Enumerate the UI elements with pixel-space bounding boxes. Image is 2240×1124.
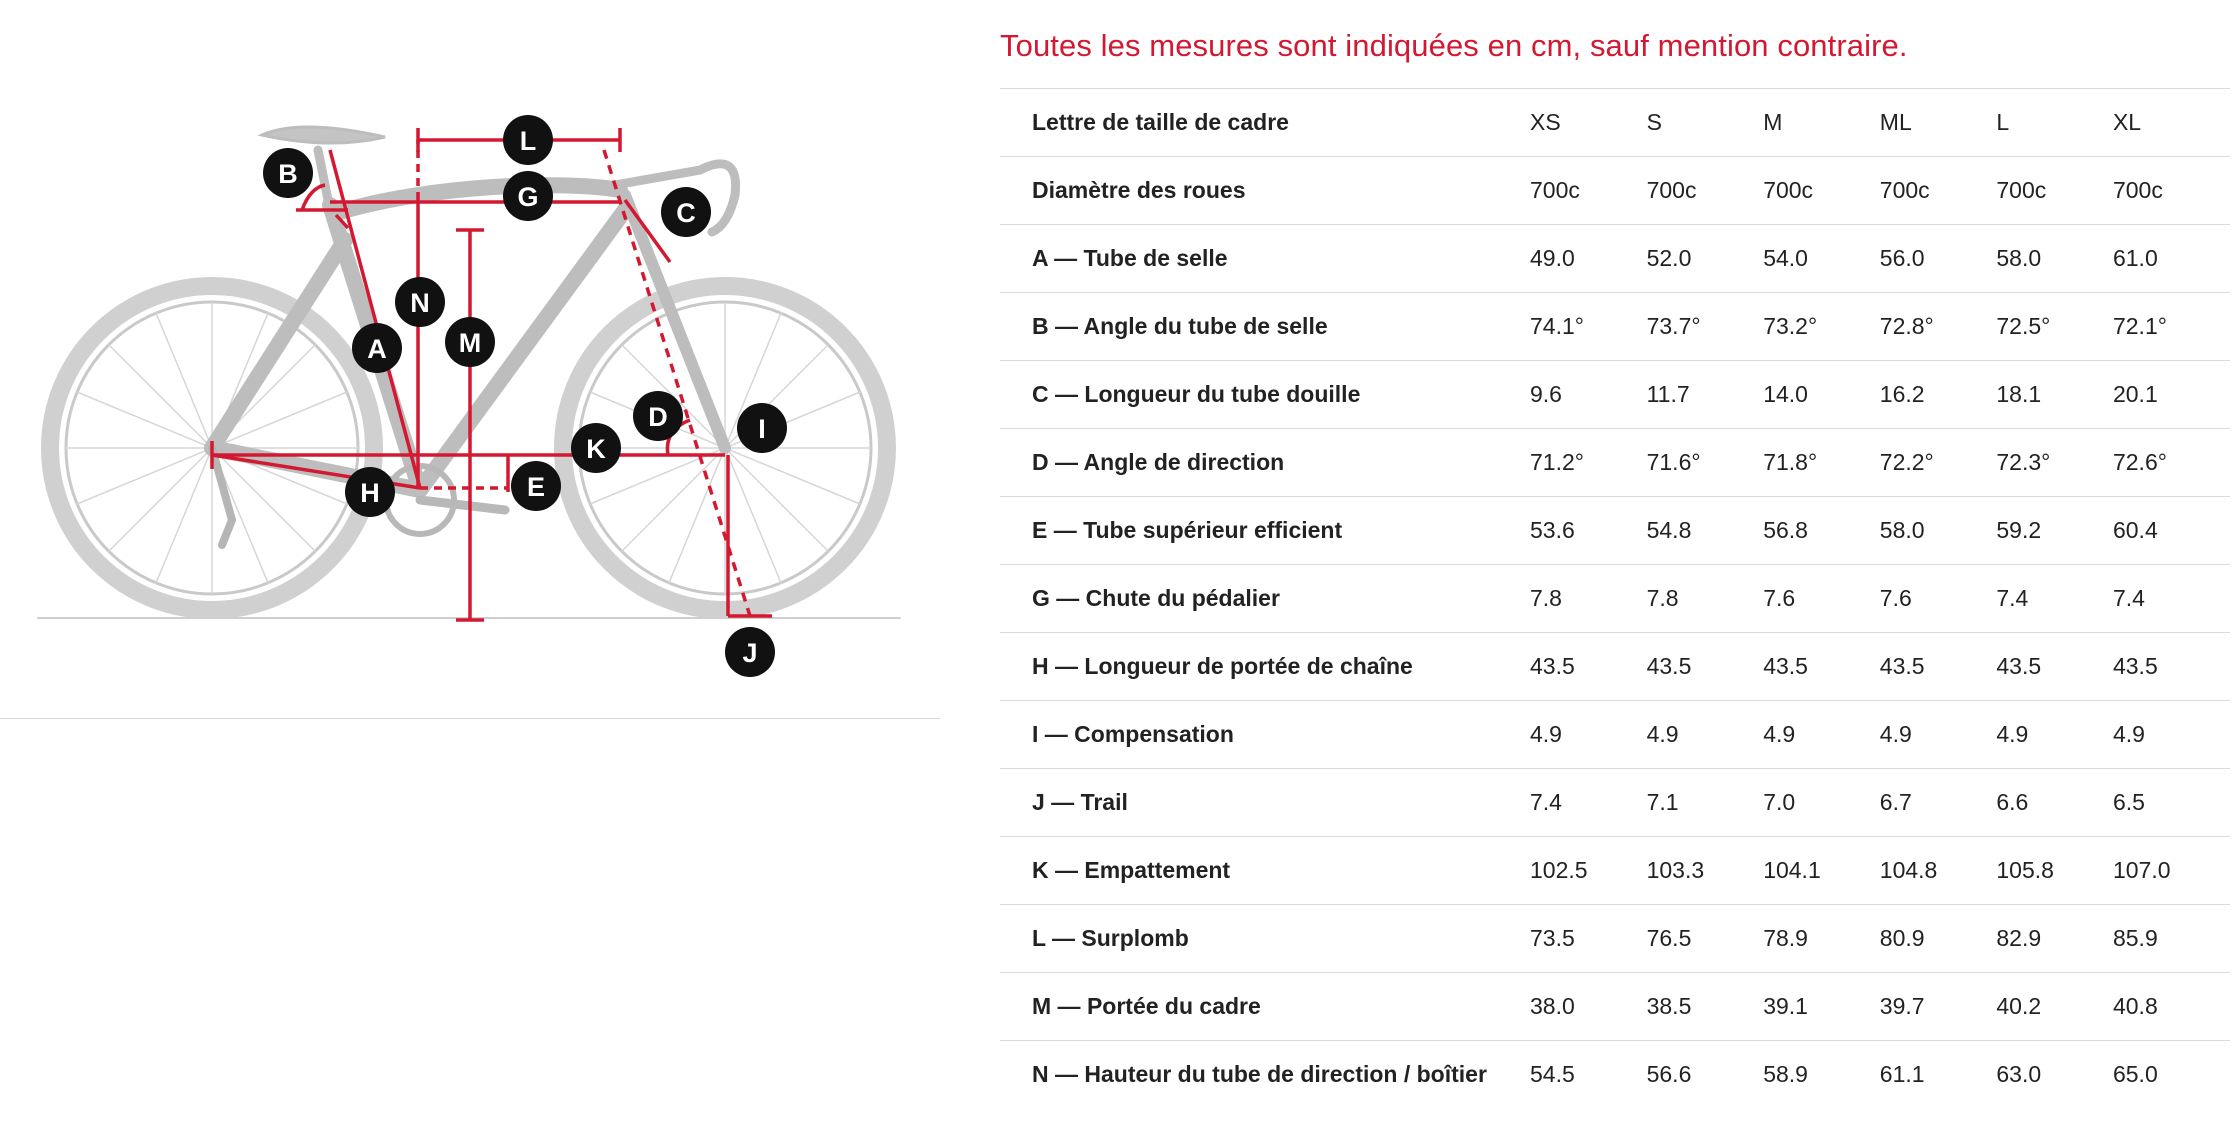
svg-text:K: K	[586, 434, 606, 464]
cell-value: XS	[1530, 89, 1647, 157]
svg-text:N: N	[410, 288, 430, 318]
table-row	[1000, 293, 2230, 361]
row-label: A — Tube de selle	[1000, 225, 1530, 293]
cell-value: 72.6°	[2113, 429, 2230, 497]
cell-value: 56.8	[1763, 497, 1880, 565]
cell-value: 58.0	[1880, 497, 1997, 565]
row-label: Diamètre des roues	[1000, 157, 1530, 225]
cell-value: ML	[1880, 89, 1997, 157]
marker-a	[352, 323, 402, 373]
cell-value: 700c	[2113, 157, 2230, 225]
row-label: C — Longueur du tube douille	[1000, 361, 1530, 429]
cell-value: 18.1	[1996, 361, 2113, 429]
marker-e	[503, 171, 553, 221]
marker-j	[725, 627, 775, 677]
cell-value: 73.5	[1530, 905, 1647, 973]
cell-value: 103.3	[1647, 837, 1764, 905]
cell-value: 39.1	[1763, 973, 1880, 1041]
table-row	[1000, 633, 2230, 701]
cell-value: 11.7	[1647, 361, 1764, 429]
cell-value: 43.5	[1996, 633, 2113, 701]
cell-value: 59.2	[1996, 497, 2113, 565]
table-row	[1000, 225, 2230, 293]
svg-text:E: E	[526, 472, 546, 502]
cell-value: 4.9	[1647, 701, 1764, 769]
row-label: J — Trail	[1000, 769, 1530, 837]
cell-value: 16.2	[1880, 361, 1997, 429]
cell-value: 7.8	[1530, 565, 1647, 633]
row-label: L — Surplomb	[1000, 905, 1530, 973]
cell-value: 54.5	[1530, 1041, 1647, 1109]
row-label: D — Angle de direction	[1000, 429, 1530, 497]
cell-value: 6.7	[1880, 769, 1997, 837]
table-row	[1000, 973, 2230, 1041]
row-label: N — Hauteur du tube de direction / boîtier	[1000, 1041, 1530, 1109]
row-label: M — Portée du cadre	[1000, 973, 1530, 1041]
cell-value: 43.5	[1647, 633, 1764, 701]
svg-text:D: D	[648, 402, 668, 432]
cell-value: 4.9	[1530, 701, 1647, 769]
cell-value: 54.0	[1763, 225, 1880, 293]
cell-value: 56.0	[1880, 225, 1997, 293]
cell-value: 700c	[1880, 157, 1997, 225]
diagram-divider	[0, 718, 940, 719]
svg-text:M: M	[458, 328, 482, 358]
cell-value: 72.3°	[1996, 429, 2113, 497]
row-label: B — Angle du tube de selle	[1000, 293, 1530, 361]
cell-value: 104.1	[1763, 837, 1880, 905]
cell-value: 7.6	[1880, 565, 1997, 633]
marker-i	[737, 403, 787, 453]
cell-value: 4.9	[2113, 701, 2230, 769]
cell-value: 7.4	[2113, 565, 2230, 633]
cell-value: 72.2°	[1880, 429, 1997, 497]
table-row	[1000, 361, 2230, 429]
cell-value: 4.9	[1996, 701, 2113, 769]
marker-d	[633, 391, 683, 441]
cell-value: 85.9	[2113, 905, 2230, 973]
cell-value: 20.1	[2113, 361, 2230, 429]
table-header-row	[1000, 89, 2230, 157]
marker-k	[571, 423, 621, 473]
cell-value: 74.1°	[1530, 293, 1647, 361]
svg-text:G: G	[517, 182, 539, 212]
cell-value: 71.8°	[1763, 429, 1880, 497]
cell-value: 71.2°	[1530, 429, 1647, 497]
marker-b	[263, 148, 313, 198]
cell-value: S	[1647, 89, 1764, 157]
cell-value: 73.7°	[1647, 293, 1764, 361]
cell-value: 700c	[1647, 157, 1764, 225]
table-row	[1000, 429, 2230, 497]
cell-value: 4.9	[1763, 701, 1880, 769]
cell-value: 43.5	[1880, 633, 1997, 701]
cell-value: 54.8	[1647, 497, 1764, 565]
table-row	[1000, 701, 2230, 769]
cell-value: 58.0	[1996, 225, 2113, 293]
cell-value: 61.0	[2113, 225, 2230, 293]
cell-value: 7.4	[1996, 565, 2113, 633]
cell-value: 82.9	[1996, 905, 2113, 973]
table-row	[1000, 157, 2230, 225]
svg-text:B: B	[278, 159, 298, 189]
cell-value: 72.1°	[2113, 293, 2230, 361]
marker-g	[511, 461, 561, 511]
cell-value: 78.9	[1763, 905, 1880, 973]
cell-value: 76.5	[1647, 905, 1764, 973]
cell-value: 38.0	[1530, 973, 1647, 1041]
cell-value: 102.5	[1530, 837, 1647, 905]
cell-value: 53.6	[1530, 497, 1647, 565]
row-label: K — Empattement	[1000, 837, 1530, 905]
cell-value: 4.9	[1880, 701, 1997, 769]
row-label: I — Compensation	[1000, 701, 1530, 769]
cell-value: XL	[2113, 89, 2230, 157]
row-label: G — Chute du pédalier	[1000, 565, 1530, 633]
svg-text:A: A	[367, 334, 387, 364]
marker-n	[395, 277, 445, 327]
row-label: E — Tube supérieur efficient	[1000, 497, 1530, 565]
svg-text:J: J	[742, 638, 758, 668]
marker-m	[503, 115, 553, 165]
cell-value: 72.8°	[1880, 293, 1997, 361]
cell-value: 80.9	[1880, 905, 1997, 973]
cell-value: 63.0	[1996, 1041, 2113, 1109]
table-row	[1000, 565, 2230, 633]
cell-value: 107.0	[2113, 837, 2230, 905]
cell-value: 61.1	[1880, 1041, 1997, 1109]
cell-value: 40.8	[2113, 973, 2230, 1041]
table-row	[1000, 1041, 2230, 1109]
cell-value: 6.5	[2113, 769, 2230, 837]
table-row	[1000, 497, 2230, 565]
cell-value: 9.6	[1530, 361, 1647, 429]
svg-text:I: I	[758, 414, 766, 444]
cell-value: 72.5°	[1996, 293, 2113, 361]
svg-text:L: L	[519, 126, 537, 156]
cell-value: 43.5	[2113, 633, 2230, 701]
cell-value: L	[1996, 89, 2113, 157]
marker-c	[661, 187, 711, 237]
cell-value: 7.1	[1647, 769, 1764, 837]
marker-l	[445, 317, 495, 367]
cell-value: 7.6	[1763, 565, 1880, 633]
cell-value: M	[1763, 89, 1880, 157]
table-row	[1000, 905, 2230, 973]
cell-value: 6.6	[1996, 769, 2113, 837]
cell-value: 52.0	[1647, 225, 1764, 293]
geometry-table	[1000, 88, 2230, 1108]
bike-geometry-diagram	[0, 0, 940, 720]
cell-value: 43.5	[1763, 633, 1880, 701]
cell-value: 71.6°	[1647, 429, 1764, 497]
row-label: Lettre de taille de cadre	[1000, 89, 1530, 157]
cell-value: 38.5	[1647, 973, 1764, 1041]
cell-value: 7.4	[1530, 769, 1647, 837]
cell-value: 7.0	[1763, 769, 1880, 837]
cell-value: 60.4	[2113, 497, 2230, 565]
marker-h	[345, 467, 395, 517]
cell-value: 700c	[1763, 157, 1880, 225]
svg-text:H: H	[360, 478, 380, 508]
svg-text:C: C	[676, 198, 696, 228]
cell-value: 58.9	[1763, 1041, 1880, 1109]
cell-value: 7.8	[1647, 565, 1764, 633]
cell-value: 104.8	[1880, 837, 1997, 905]
table-row	[1000, 769, 2230, 837]
units-note: Toutes les mesures sont indiquées en cm, sauf mention contraire.	[1000, 28, 1908, 63]
cell-value: 56.6	[1647, 1041, 1764, 1109]
cell-value: 105.8	[1996, 837, 2113, 905]
cell-value: 39.7	[1880, 973, 1997, 1041]
cell-value: 49.0	[1530, 225, 1647, 293]
cell-value: 65.0	[2113, 1041, 2230, 1109]
cell-value: 14.0	[1763, 361, 1880, 429]
table-row	[1000, 837, 2230, 905]
cell-value: 700c	[1530, 157, 1647, 225]
cell-value: 40.2	[1996, 973, 2113, 1041]
cell-value: 73.2°	[1763, 293, 1880, 361]
cell-value: 700c	[1996, 157, 2113, 225]
cell-value: 43.5	[1530, 633, 1647, 701]
row-label: H — Longueur de portée de chaîne	[1000, 633, 1530, 701]
